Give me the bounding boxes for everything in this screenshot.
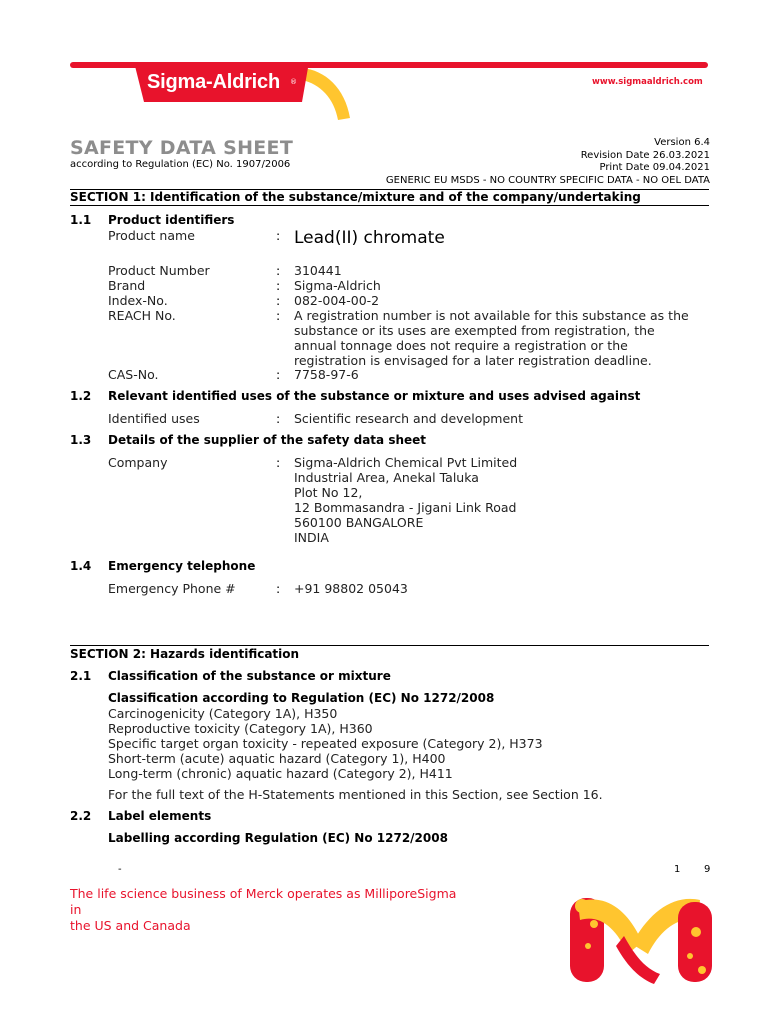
s1-4-number: 1.4: [70, 559, 92, 573]
s1-2-number: 1.2: [70, 389, 92, 403]
registered-mark: ®: [290, 78, 297, 86]
reach-line: substance or its uses are exempted from registration, the: [294, 323, 655, 338]
index-no-value: 082-004-00-2: [294, 293, 380, 308]
address-line: 560100 BANGALORE: [294, 515, 424, 530]
emergency-phone-value: +91 98802 05043: [294, 581, 408, 596]
footer-note-line: the US and Canada: [70, 918, 191, 933]
revision-date: Revision Date 26.03.2021: [580, 149, 710, 161]
product-number-label: Product Number: [108, 263, 210, 278]
s1-4-title: Emergency telephone: [108, 559, 256, 573]
reach-line: annual tonnage does not require a registration or the: [294, 338, 628, 353]
address-line: Industrial Area, Anekal Taluka: [294, 470, 479, 485]
product-name-label: Product name: [108, 228, 195, 243]
print-date: Print Date 09.04.2021: [599, 162, 710, 173]
classification-item: Carcinogenicity (Category 1A), H350: [108, 706, 338, 721]
website-link[interactable]: www.sigmaaldrich.com: [592, 77, 703, 87]
labelling-heading: Labelling according Regulation (EC) No 1272/2008: [108, 831, 448, 845]
product-number-colon: :: [276, 263, 281, 278]
classification-list: [108, 706, 543, 781]
reach-no-label: REACH No.: [108, 308, 176, 323]
reach-no-value: [294, 308, 714, 368]
section1-bottom-rule: [70, 205, 709, 206]
emergency-phone-label: Emergency Phone #: [108, 581, 236, 596]
index-no-colon: :: [276, 293, 281, 308]
product-name-colon: :: [276, 228, 281, 243]
address-line: Plot No 12,: [294, 485, 363, 500]
version: Version 6.4: [654, 137, 710, 148]
footer-dash: -: [118, 864, 122, 875]
cas-no-colon: :: [276, 367, 281, 382]
company-label: Company: [108, 455, 168, 470]
product-number-value: 310441: [294, 263, 342, 278]
classification-item: Long-term (chronic) aquatic hazard (Category 2), H411: [108, 766, 453, 781]
classification-heading: Classification according to Regulation (EC) No 1272/2008: [108, 691, 495, 705]
section2-title: SECTION 2: Hazards identification: [70, 647, 300, 661]
sigma-aldrich-logo: [134, 58, 309, 106]
s1-2-title: Relevant identified uses of the substance or mixture and uses advised against: [108, 389, 641, 403]
s2-1-number: 2.1: [70, 669, 92, 683]
emergency-phone-colon: :: [276, 581, 281, 596]
identified-uses-value: Scientific research and development: [294, 411, 523, 426]
document-meta: [386, 137, 710, 187]
document-title: SAFETY DATA SHEET: [70, 137, 294, 159]
reach-line: A registration number is not available for this substance as the: [294, 308, 689, 323]
footer-note-line: The life science business of Merck operates as MilliporeSigma in: [70, 886, 457, 917]
company-address: [294, 455, 517, 545]
classification-item: Short-term (acute) aquatic hazard (Category 1), H400: [108, 751, 446, 766]
page-number: 1: [674, 864, 681, 875]
address-line: INDIA: [294, 530, 329, 545]
brand-value: Sigma-Aldrich: [294, 278, 381, 293]
s1-3-title: Details of the supplier of the safety data sheet: [108, 433, 427, 447]
company-colon: :: [276, 455, 281, 470]
generic-note: GENERIC EU MSDS - NO COUNTRY SPECIFIC DATA - NO OEL DATA: [385, 174, 710, 186]
s2-1-title: Classification of the substance or mixture: [108, 669, 391, 683]
merck-footer-note: [70, 886, 470, 934]
s1-3-number: 1.3: [70, 433, 92, 447]
section1-title: SECTION 1: Identification of the substance/mixture and of the company/undertaking: [70, 190, 641, 204]
s1-1-title: Product identifiers: [108, 213, 235, 227]
sigma-logo-yellow-swoosh: [300, 58, 360, 124]
cas-no-value: 7758-97-6: [294, 367, 359, 382]
brand-label: Brand: [108, 278, 146, 293]
brand-name: Sigma-Aldrich: [147, 71, 280, 93]
section2-top-rule: [70, 645, 709, 646]
s1-1-number: 1.1: [70, 213, 92, 227]
s2-2-title: Label elements: [108, 809, 212, 823]
address-line: Sigma-Aldrich Chemical Pvt Limited: [294, 455, 518, 470]
classification-item: Reproductive toxicity (Category 1A), H360: [108, 721, 373, 736]
identified-uses-label: Identified uses: [108, 411, 200, 426]
product-name-value: Lead(II) chromate: [294, 228, 445, 248]
index-no-label: Index-No.: [108, 293, 168, 308]
classification-item: Specific target organ toxicity - repeated exposure (Category 2), H373: [108, 736, 543, 751]
document-subtitle: according to Regulation (EC) No. 1907/2006: [70, 159, 291, 170]
page-total: 9: [704, 864, 711, 875]
cas-no-label: CAS-No.: [108, 367, 159, 382]
address-line: 12 Bommasandra - Jigani Link Road: [294, 500, 517, 515]
reach-line: registration is envisaged for a later registration deadline.: [294, 353, 652, 368]
merck-m-logo-icon: [568, 884, 714, 984]
identified-uses-colon: :: [276, 411, 281, 426]
reach-no-colon: :: [276, 308, 281, 323]
s2-2-number: 2.2: [70, 809, 92, 823]
brand-colon: :: [276, 278, 281, 293]
h-statements-note: For the full text of the H-Statements mentioned in this Section, see Section 16.: [108, 787, 603, 802]
